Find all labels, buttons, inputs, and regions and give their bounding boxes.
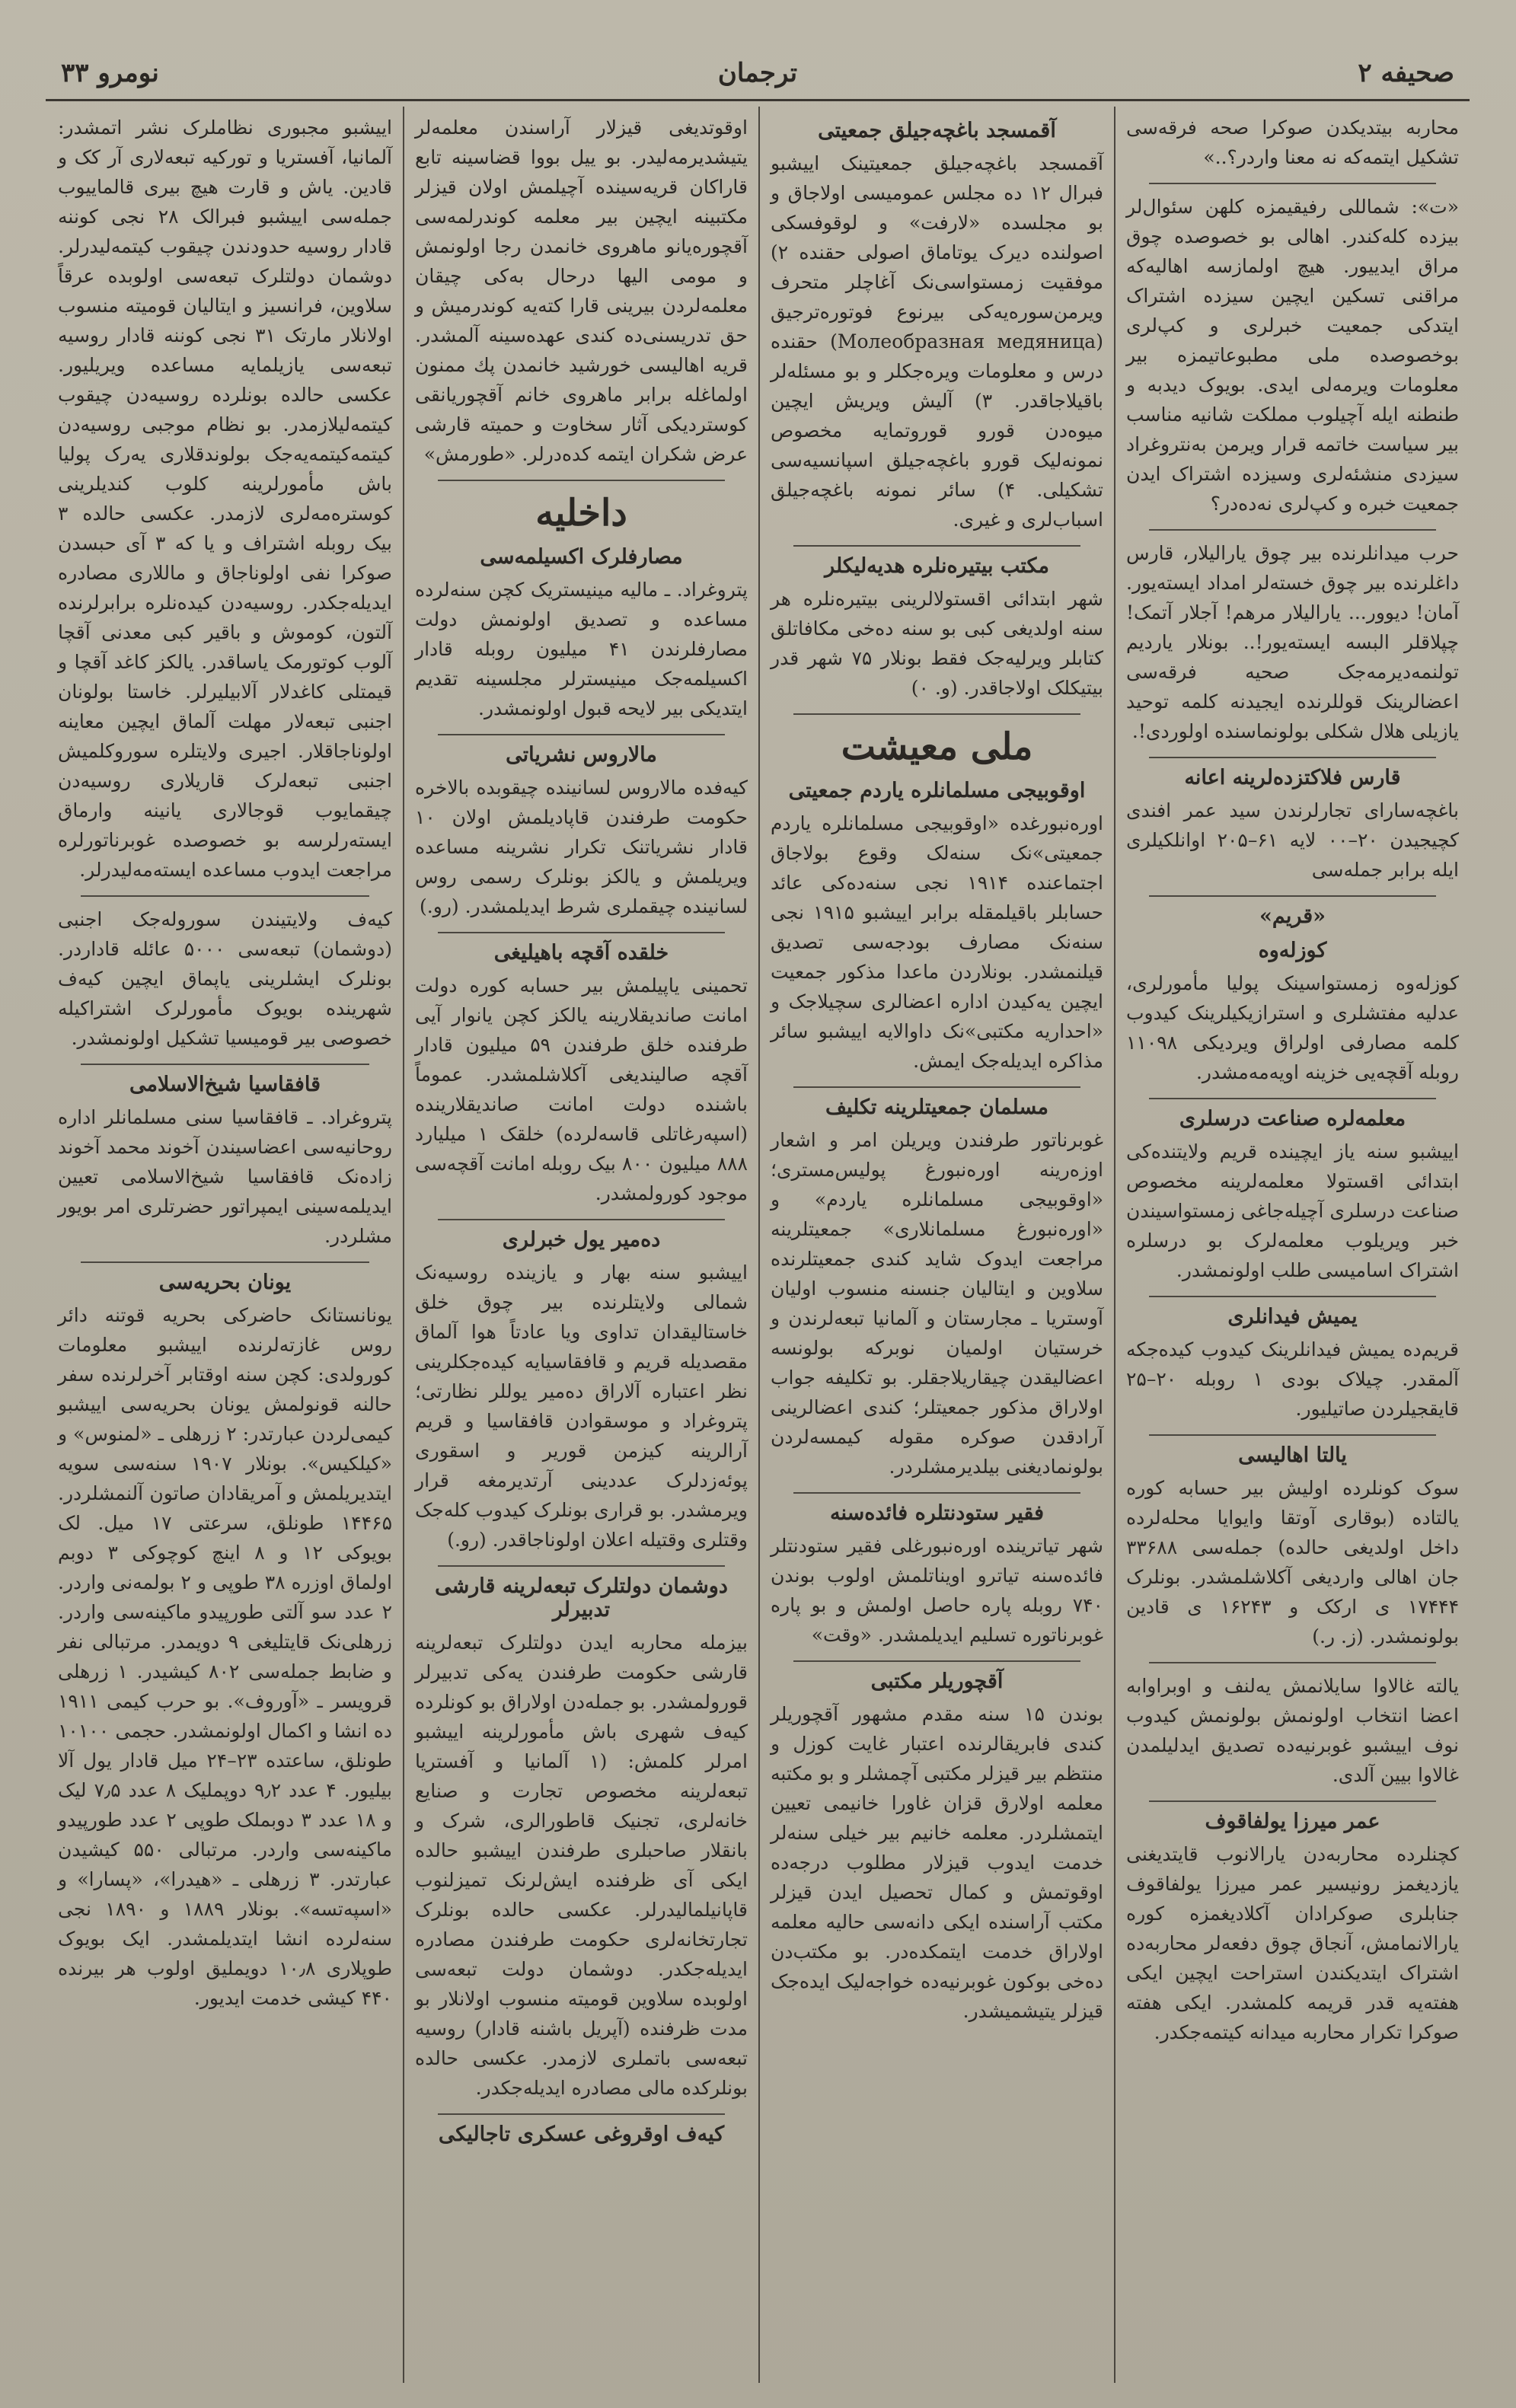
divider <box>1149 1434 1436 1436</box>
divider <box>438 2113 725 2115</box>
article-body: «ت»: شماللی رفیقیمزه کلهن سئوال‌لر بیزده کله‌کندر. اهالی بو خصوصده چوق مراق ایدییور. هیچ اولمازسه اهالیه‌که مراقنی تسکین ایچین سیزده اشتراک ایتدکی جمعیت خبرلری و کپ‌لری بوخصوصده ملی مطبوعاتیمزه بیر معلومات ویرمه‌لی ایدی. بویوک دیدبه و طنطنه ایله آچیلوب مملکت شانیه مناسب بیر سیاست خاتمه قرار ویرمن به‌نتروغراد سیزدی منشئه‌لری وسیزده اشتراک ایدن جمعیت خبره و کپ‌لری نه‌ده‌در؟ <box>1126 196 1459 515</box>
divider <box>81 1261 369 1263</box>
article-body: حرب میدانلرنده بیر چوق یارالیلار، قارس داغلرنده بیر چوق خسته‌لر امداد ایسته‌یور. آمان! دیوور... یارالیلار مرهم! آجلار آتمک! چپلاقلر البسه ایسته‌یور!.. بونلار یاردیم تولنمه‌دیرمه‌جک صحیه فرقه‌سی اعضالرینک قوللرنده ایجیدنه کلمه توحید یازیلی هلال شکلی بولونماسنده اولوردی!. <box>1126 542 1459 742</box>
divider <box>438 1219 725 1220</box>
article-heading: مالاروس نشریاتی <box>506 743 657 767</box>
divider <box>793 713 1080 715</box>
article-body: کوزله‌وه زمستواسینک پولیا مأمورلری، عدلیه مفتشلری و استرازیکیلرینک کیدوب کلمه مصارفی اولراق ویردیکی ۱۱۰۹۸ روبله آقچه‌یی خزینه اویه‌مه‌مشدر. <box>1126 972 1459 1083</box>
article-heading: داخلیه <box>535 492 627 534</box>
article <box>1126 1305 1459 1424</box>
divider <box>81 895 369 897</box>
divider <box>1149 1296 1436 1297</box>
article-heading: کوزله‌وه <box>1258 939 1327 962</box>
article-body: پتروغراد. ـ قافقاسیا سنی مسلمانلر اداره روحانیه‌سی اعضاسیندن آخوند محمد آخوند زاده‌نک قافقاسیا شیخ‌الاسلامی تعیین ایدیلمه‌سینی ایمپراتور حضرتلری امر بویور مشلردر. <box>58 1106 392 1247</box>
article-body: اوره‌نبورغده «اوقوبیجی مسلمانلره یاردم جمعیتی»نک سنه‌لک وقوع بولاجاق اجتماعنده ۱۹۱۴ نجی سنه‌ده‌کی عائد حسابلر باقیلمقله برابر اییشبو ۱۹۱۵ نجی سنه‌نک مصارف بودجه‌سی تصدیق قیلنمشدر. بونلاردن ماعدا مذکور جمعیت ایچین یه‌کیدن اداره اعضالری سچیلاجک و «احداریه مکتبی»نک داوالایه اییشبو سائر مذاکره ایدیله‌جک ایمش. <box>771 812 1103 1072</box>
article-heading: عمر میرزا یولفاقوف <box>1205 1810 1380 1833</box>
article-heading: مسلمان جمعیتلرینه تکلیف <box>825 1096 1048 1119</box>
article-body: اییشبو مجبوری نظاملرک نشر اتمشدر: آلمانیا، آفستریا و تورکیه تبعه‌لاری آر کک و قادین. یاش و قارت هیچ بیری قالماییوب جمله‌سی اییشبو فبرالک ۲۸ نجی کوننه قادار روسیه حدودندن چیقوب کیتمه‌لیدرلر. دوشمان دولتلرک تبعه‌سی اولوبده عرقاً سلاوین، فرانسیز و ایتالیان قومیته منسوب اولانلار مارتک ۳۱ نجی کوننه قادار روسیه تبعه‌سی یازیلمایه مساعده ویریلیور. عکسی حالده بونلرده روسیه‌دن چیقوب کیتمه‌لیلازمدر. بو نظام موجبی روسیه‌دن کیتمه‌کیتمه‌یه‌جک بولوندقلاری یه‌رک پولیا باش مأمورلرینه کلوب کندیلرینی کوستره‌مه‌لری لازمدر. عکسی حالده ۳ بیک روبله اشتراف و یا که ۳ آی حبسدن صوکرا نفی اولوناجاق و ماللاری مصادره ایدیله‌جکدر. روسیه‌دن کیده‌نلره برابرلرنده آلتون، کوموش و باقیر کبی معدنی آقچا آلوب کوتورمک یاساقدر. یالکز کاغد آقچا و قیمتلی کاغدلار آلابیلیرلر. خاستا بولونان اجنبی تبعه‌لار مهلت آلماق ایچین معاینه اولوناجاقلار. اجیری ولایتلره سوروکلمیش اجنبی تبعه‌لرک قاریلاری روسیه‌دن چیقمایوب قوجالاری یانینه وارماق ایسته‌رلرسه بو خصوصده غوبرناتورلره مراجعت ایدوب مساعده ایسته‌مه‌لیدرلر. <box>58 116 392 881</box>
article-body: قریم‌ده یمیش فیدانلرینک کیدوب کیده‌جکه آلمقدر. چیلاک بودی ۱ روبله ۲۰–۲۵ قایقجیلردن صاتیلیور. <box>1126 1338 1459 1420</box>
column-3 <box>403 107 758 2383</box>
divider <box>793 545 1080 547</box>
article-heading: ملی معیشت <box>841 726 1033 768</box>
article <box>415 113 748 469</box>
article <box>771 779 1103 1076</box>
article-heading: آقچوریلر مکتبی <box>870 1670 1004 1693</box>
article-body: غوبرناتور طرفندن ویریلن امر و اشعار اوزه‌رینه اوره‌نبورغ پولیس‌مستری؛ «اوقوبیجی مسلمانلره یاردم» و «اوره‌نبورغ مسلمانلاری» جمعیتلرینه مراجعت ایدوک شاید کندی جمعیتلرنده سلاوین و ایتالیان جنسنه منسوب اولیان آوستریا ـ مجارستان و آلمانیا تبعه‌لرندن و خرستیان اولمیان نوبرکه بولونسه اعضالیقدن چیقاریلاجقلر. بو تکلیفه جواب اولاراق مذکور جمعیتلر؛ کندی اعضالرینی آرادقدن صوکره مقوله کیمسه‌لردن بولونمادیغنی بیلدیرمشلردر. <box>771 1129 1103 1478</box>
article <box>771 1670 1103 2026</box>
article-heading: کیه‌ف اوقروغی عسکری تاجالیکی <box>438 2123 725 2146</box>
article-heading: یالتا اهالیسی <box>1238 1443 1347 1467</box>
article <box>415 2123 748 2146</box>
article-body: شهر ابتدائی اقستولالرینی بیتیره‌نلره هر سنه اولدیغی کبی بو سنه ده‌خی مکافاتلق کتابلر ویرلیه‌جک فقط بونلار ۷۵ شهر قدر بیتیکلک اولاجاقدر. (و. ۰) <box>771 588 1103 699</box>
article-heading: مصارفلرک اکسیلمه‌سی <box>480 545 683 569</box>
divider <box>81 1064 369 1065</box>
article-body: اییشبو سنه یاز ایچینده قریم ولایتنده‌کی ابتدائی اقستولا معلمه‌لرینه مخصوص صناعت درسلری آچیله‌جاغی زمستواسیندن خبر ویریلوب معلمه‌لرک بو درسلره اشتراک اسامیسی طلب اولونمشدر. <box>1126 1140 1459 1281</box>
article <box>415 545 748 723</box>
article-columns <box>46 107 1470 2383</box>
article-body: پتروغراد. ـ مالیه مینیستریک کچن سنه‌لرده مساعده و تصدیق اولونمش دولت مصارفلرندن ۴۱ میلیون روبله قادار اکسیلمه‌جک مینیستر‌لر مجلسینه تقدیم ایتدیکی بیر لایحه قبول اولونمشدر. <box>415 579 748 719</box>
article-body: بیزمله محاربه ایدن دولتلرک تبعه‌لرینه قارشی حکومت طرفندن یه‌کی تدبیرلر قورولمشدر. بو جمله‌دن اولاراق بو کونلرده کیه‌ف شهری باش مأمورلرینه اییشبو امرلر کلمش: (۱ آلمانیا و آفستریا تبعه‌لرینه مخصوص تجارت و صنایع خانه‌لری، تجنیک قاطورالری، شرک و بانقلار صاحبلری طرفندن اییشبو حالده ایکی آی ظرفنده ایش‌لرنک تمیزلنوب قاپانیلمالیدرلر. عکسی حالده بونلرک تجارتخانه‌لری حکومت طرفندن مصادره ایدیله‌جکدر. دوشمان دولت تبعه‌سی اولوبده سلاوین قومیته منسوب اولانلار بو مدت ظرفنده (آپریل باشنه قادار) روسیه تبعه‌سی باتملری لازمدر. عکسی حالده بونلرکده مالی مصادره ایدیله‌جکدر. <box>415 1631 748 2099</box>
article <box>415 1228 748 1555</box>
article-heading: معلمه‌لره صناعت درسلری <box>1179 1107 1406 1131</box>
divider <box>1149 895 1436 897</box>
article-body: بوندن ۱۵ سنه مقدم مشهور آقچوریلر کندی فابریقالرنده اعتبار غایت کوزل و منتظم بیر قیزلر مکتبی آچمشلر و بو مکتبه معلمه اولارق قزان غاورا خانیمی تعیین ایتمشلردر. معلمه خانیم بیر خیلی سنه‌لر خدمت ایدوب قیزلار مطلوب درجه‌ده اوقوتمش و کمال تحصیل ایدن قیزلر مکتب آراسنده ایکی دانه‌سی حالیه معلمه اولاراق خدمت ایتمکده‌در. بو مکتب‌دن ده‌خی بوکون غوبرنیه‌ده خواجه‌لیک ایده‌جک قیزلر یتیشمیشدر. <box>771 1703 1103 2022</box>
article-body: اوقوتدیغی قیزلار آراسندن معلمه‌لر یتیشدیرمه‌لیدر. بو ییل بووا قضاسینه تابع قاراکان قریه‌سینده آچیلمش اولان قیزلر مکتبینه ایچین بیر معلمه کوندرلمه‌سی آقچوره‌یانو ماهروی خانمدن رجا اولونمش و مومی الیها درحال به‌کی چیقان معلمه‌لردن بیرینی قارا کته‌یه کوندرمیش و حق تدریسنی‌ده کندی عهده‌سینه آلمشدر. قریه اهالیسی خورشید خانمدن پك ممنون اولماغله برابر ماهروی خانم آقچوریانقی کوستردیکی آثار سخاوت و حمیته قارشی عرض شکران ایتمه کده‌درلر. «طورمش» <box>415 116 748 465</box>
article <box>1126 1810 1459 2047</box>
article-heading: «قریم» <box>1259 904 1326 928</box>
article-body: سوک کونلرده اولیش بیر حسابه کوره یالتاده (بوقاری آوتقا وایوایا محله‌لرده داخل اولدیغی حالده) جمله‌سی ۳۳۶۸۸ جان اهالی واردیغی آکلاشلمشدر. بونلرک ۱۷۴۴۴ ی ارکک و ۱۶۲۴۳ ی قادین بولونمشدر. (ز. ر.) <box>1126 1477 1459 1647</box>
article-body: کچنلرده محاربه‌دن یارالانوب قایتدیغنی یازدیغمز رونیسیر عمر میرزا یولفاقوف جنابلری صوکرادان آکلادیغمزه کوره یارالانمامش، آنجاق چوق دفعه‌لر محاربه‌ده اشتراک ایتدیکندن استراحت ایچین ایکی هفته‌یه قدر قریمه کلمشدر. ایکی هفته صوکرا تکرار محاربه میدانه کیتمه‌جکدر. <box>1126 1843 1459 2043</box>
article-body: باغچه‌سارای تجارلرندن سید عمر افندی کچیجیدن ۲۰–۰۰ لایه ۶۱–۲۰۵ اوانلکیلری ایله برابر جمله‌سی <box>1126 799 1459 881</box>
article <box>771 554 1103 703</box>
article-body: آقمسجد باغچه‌جیلق جمعیتینک اییشبو فبرال ۱۲ ده مجلس عمومیسی اولاجاق و بو مجلسده «لارفت» و لوقوفسکی اصولنده دیرک یوتاماق اصولی حقنده ۲) موفقیت زمستواسی‌نک آغاچلر متحرف ویرمن‌سوره‌یه‌کی بیرنوع فوتوره‌ترجیق (Молеобразная медяница) حقنده درس و معلومات ویره‌جکلر و بو مسئله‌لر باقیلاجاقدر. ۳) آلیش ویریش ایچین میوه‌دن قورو قوروتمایه مخصوص نمونه‌لیک قورو باغچه‌جیلق اسپانسیه‌سی تشکیلی. ۴) سائر نمونه باغچه‌جیلق اسباب‌لری و غیری. <box>771 152 1103 531</box>
article-body: کیه‌فده مالاروس لسانینده چیقوبده بالاخره حکومت طرفندن قاپادیلمش اولان ۱۰ قادار نشریاتنک تکرار نشرینه مساعده ویریلمش و یالکز بونلرک رسمی روس لسانینده چیقملری شرط ایدیلمشدر. (رو.) <box>415 777 748 917</box>
page-label: صحیفه ۲ <box>1358 58 1454 88</box>
article-heading: مکتب بیتیره‌نلره هدیه‌لیکلر <box>825 554 1049 578</box>
article <box>771 1096 1103 1481</box>
article <box>1126 1671 1459 1790</box>
article-heading: یونان بحریه‌سی <box>158 1271 292 1294</box>
article-body: یالته غالاوا سایلانمش یه‌لنف و اوبراوابه اعضا انتخاب اولونمش بولونمش کیدوب نوف اییشبو غوبرنیه‌ده تصدیق ایدلیلمدن غالاوا بیین آلدی. <box>1126 1675 1459 1786</box>
divider <box>1149 1098 1436 1099</box>
article-body: یونانستانک حاضرکی بحریه قوتنه دائر روس غازته‌لرنده اییشبو معلومات کورولدی: کچن سنه اوقتابر آخرلرنده سفر حالنه قونولمش یونان بحریه‌سی اییشبو کیمی‌لردن عبارتدر: ۲ زرهلی ـ «لمنوس» و «کیلکیس». بونلار ۱۹۰۷ سنه‌سی سویه ایتدیریلمش و آمریقادان صاتون آلنمشلردر. ۱۴۴۶۵ طونلق، سرعتی ۱۷ میل. لک بویوکی ۱۲ و ۸ اینچ کوچوکی ۳ دوبم اولماق اوزره ۳۸ طوپی و ۲ بولمه‌نی واردر. ۲ عدد سو آلتی طورپیدو ماکینه‌سی واردر. زرهلی‌نک قایتلیغی ۹ دویمدر. مرتبالی نفر و ضابط جمله‌سی ۸۰۲ کیشیدر. ۱ زرهلی قرویسر ـ «آوروف». بو حرب کیمی ۱۹۱۱ ده انشا و اکمال اولونمشدر. حجمی ۱۰۱۰۰ طونلق، ساعتده ۲۳–۲۴ میل قادار یول آلا بیلیور. ۴ عدد ۹٫۲ دوپملیک ۸ عدد ۷٫۵ لیک و ۱۸ عدد ۳ دوبملک طوپی ۲ عدد طورپیدو ماکینه‌سی واردر. مرتبالی ۵۵۰ کیشیدن عبارتدر. ۳ زرهلی ـ «هیدرا»، «پسارا» و «اسپه‌تسه». بونلار ۱۸۸۹ و ۱۸۹۰ نجی سنه‌لرده انشا ایتدیلمشدر. ایک بویوک طوپلاری ۱۰٫۸ دویملیق اولوب هر بیرنده ۴۴۰ کیشی خدمت ایدیور. <box>58 1304 393 2009</box>
paper-name: ترجمان <box>717 58 798 88</box>
divider <box>793 1492 1080 1494</box>
article-heading: ده‌میر یول خبرلری <box>502 1228 661 1252</box>
article <box>1126 939 1459 1087</box>
divider <box>438 932 725 933</box>
divider <box>1149 1662 1436 1663</box>
article <box>1126 113 1459 172</box>
column-4 <box>47 107 403 2383</box>
article <box>415 492 748 534</box>
issue-number: نومرو ۳۳ <box>61 58 159 88</box>
divider <box>438 1565 725 1567</box>
article <box>771 119 1103 534</box>
article <box>58 904 392 1053</box>
column-1 <box>1114 107 1470 2383</box>
divider <box>1149 529 1436 531</box>
article <box>1126 1107 1459 1285</box>
divider <box>438 734 725 735</box>
article <box>771 726 1103 768</box>
article <box>1126 766 1459 885</box>
article <box>1126 1443 1459 1651</box>
article-body: محاربه بیتدیکدن صوکرا صحه فرقه‌سی تشکیل ایتمه‌که نه معنا واردر؟..» <box>1126 116 1459 168</box>
divider <box>793 1086 1080 1088</box>
article-body: شهر تیاترینده اوره‌نبورغلی فقیر ستودنتلر فائده‌سنه تیاترو اویناتلمش اولوب بوندن ۷۴۰ روبله پاره حاصل اولمش و بو پاره غوبرناتوره تسلیم ایدیلمشدر. «وقت» <box>771 1535 1103 1646</box>
divider <box>793 1660 1080 1662</box>
divider <box>1149 1800 1436 1802</box>
article-heading: قافقاسیا شیخ‌الاسلامی <box>129 1073 321 1096</box>
article <box>1126 904 1459 928</box>
article-heading: فقیر ستودنتلره فائده‌سنه <box>829 1501 1044 1525</box>
article <box>58 1271 392 2013</box>
article <box>58 113 392 885</box>
article-heading: دوشمان دولتلرک تبعه‌لرینه قارشی تدبیرلر <box>435 1574 728 1622</box>
page-header <box>46 53 1470 101</box>
article-heading: خلقده آقچه باهیلیغی <box>493 941 669 965</box>
article-body: تحمینی یاپیلمش بیر حسابه کوره دولت امانت صاندیقلارینه یالکز کچن یانوار آیی طرفنده خلق طرفندن ۵۹ میلیون قادار آقچه صالیندیغی آکلاشلمشدر. عموماً باشنده دولت امانت صاندیقلارینده (اسپه‌رغاتلی قاسه‌لرده) خلقک ۱ میلیارد ۸۸۸ میلیون ۸۰۰ بیک روبله امانت آقچه‌سی موجود کورولمشدر. <box>415 974 748 1204</box>
article <box>1126 192 1459 518</box>
article <box>1126 538 1459 746</box>
divider <box>438 480 725 481</box>
article <box>415 1574 748 2103</box>
divider <box>1149 183 1436 184</box>
article <box>415 743 748 921</box>
article-heading: آقمسجد باغچه‌جیلق جمعیتی <box>818 119 1056 142</box>
article-heading: اوقوبیجی مسلمانلره یاردم جمعیتی <box>788 779 1086 802</box>
article-body: کیه‌ف ولایتیندن سوروله‌جک اجنبی (دوشمان) تبعه‌سی ۵۰۰۰ عائله قادار‌در. بونلرک ایشلرینی یاپماق ایچین کیه‌ف شهرینده بویوک مأمورلرک اشتراکیله خصوصی بیر قومیسیا تشکیل اولونمشدر. <box>58 908 393 1049</box>
divider <box>1149 757 1436 758</box>
column-2 <box>758 107 1114 2383</box>
article-body: اییشبو سنه بهار و یازینده روسیه‌نک شمالی ولایتلرنده بیر چوق خلق خاستالیقدان تداوی ویا عادتاً هوا آلماق مقصدیله قریم و قافقاسیایه کیده‌جکلرینی نظر اعتباره آلاراق ده‌میر یوللر نظارتی؛ پتروغراد و موسقوادن قافقاسیا و قریم آرالرینه کیزمن قوریر و اسقوری پوئه‌زدلرک عددینی آرتدیرمغه قرار ویرمشدر. بو قراری بونلرک کیدوب کله‌جک وقتلری وقتیله اعلان اولوناجاقدر. (رو.) <box>415 1261 748 1551</box>
article-heading: یمیش فیدانلری <box>1227 1305 1358 1328</box>
article-heading: قارس فلاکتزده‌لرینه اعانه <box>1184 766 1401 789</box>
article <box>58 1073 392 1251</box>
article <box>415 941 748 1208</box>
article <box>771 1501 1103 1650</box>
